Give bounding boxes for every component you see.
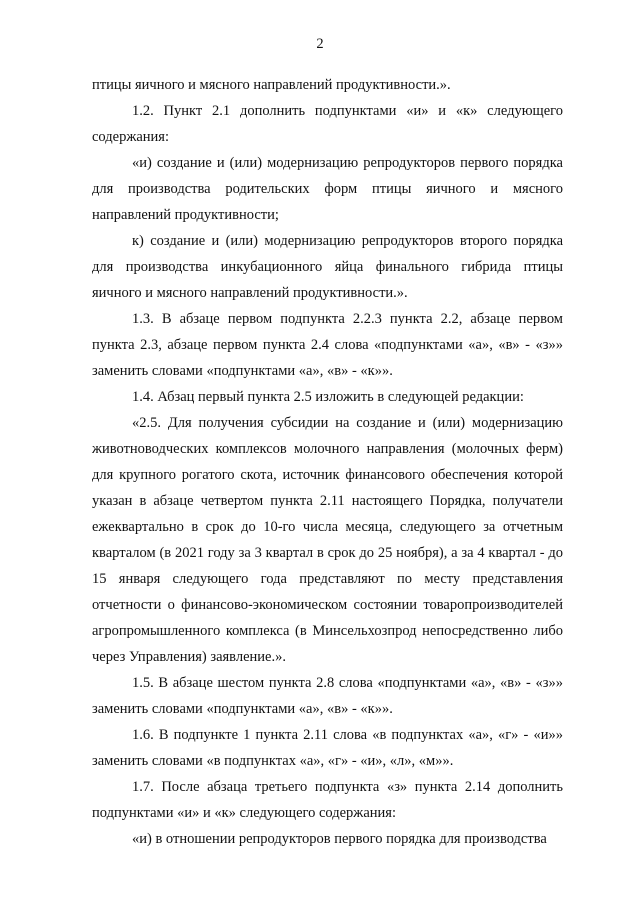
paragraph: «2.5. Для получения субсидии на создание и (или) модернизацию животноводческих комплексов молочного направления (молочных ферм) для крупного рогатого скота, источник финансового обеспечения которой указан в абзаце четвертом пункта 2.11 настоящего Порядка, получатели ежеквартально в срок до 10-го числа месяца, следующего за отчетным кварталом (в 2021 году за 3 квартал в срок до 25 ноября), а за 4 квартал - до 15 января следующего года представляют по месту представления отчетности о финансово-экономическом состоянии товаропроизводителей агропромышленного комплекса (в Минсельхозпрод непосредственно либо через Управления) заявление.». (92, 415, 563, 665)
document-body (92, 72, 563, 852)
paragraph: 1.4. Абзац первый пункта 2.5 изложить в следующей редакции: (132, 389, 524, 405)
paragraph: к) создание и (или) модернизацию репродукторов второго порядка для производства инкубационного яйца финального гибрида птицы яичного и мясного направлений продуктивности.». (92, 233, 563, 301)
page-number: 2 (316, 36, 324, 52)
paragraph: 1.5. В абзаце шестом пункта 2.8 слова «подпунктами «а», «в» - «з»» заменить словами «подпунктами «а», «в» - «к»». (92, 675, 563, 717)
paragraph: птицы яичного и мясного направлений продуктивности.». (92, 77, 451, 93)
paragraph: 1.3. В абзаце первом подпункта 2.2.3 пункта 2.2, абзаце первом пункта 2.3, абзаце первом пункта 2.4 слова «подпунктами «а», «в» - «з»» заменить словами «подпунктами «а», «в» - «к»». (92, 311, 563, 379)
paragraph: «и) создание и (или) модернизацию репродукторов первого порядка для производства родительских форм птицы яичного и мясного направлений продуктивности; (92, 155, 563, 223)
paragraph: «и) в отношении репродукторов первого порядка для производства (132, 831, 547, 847)
paragraph: 1.6. В подпункте 1 пункта 2.11 слова «в подпунктах «а», «г» - «и»» заменить словами «в подпунктах «а», «г» - «и», «л», «м»». (92, 727, 563, 769)
paragraph: 1.7. После абзаца третьего подпункта «з» пункта 2.14 дополнить подпунктами «и» и «к» следующего содержания: (92, 779, 563, 821)
paragraph: 1.2. Пункт 2.1 дополнить подпунктами «и» и «к» следующего содержания: (92, 103, 563, 145)
